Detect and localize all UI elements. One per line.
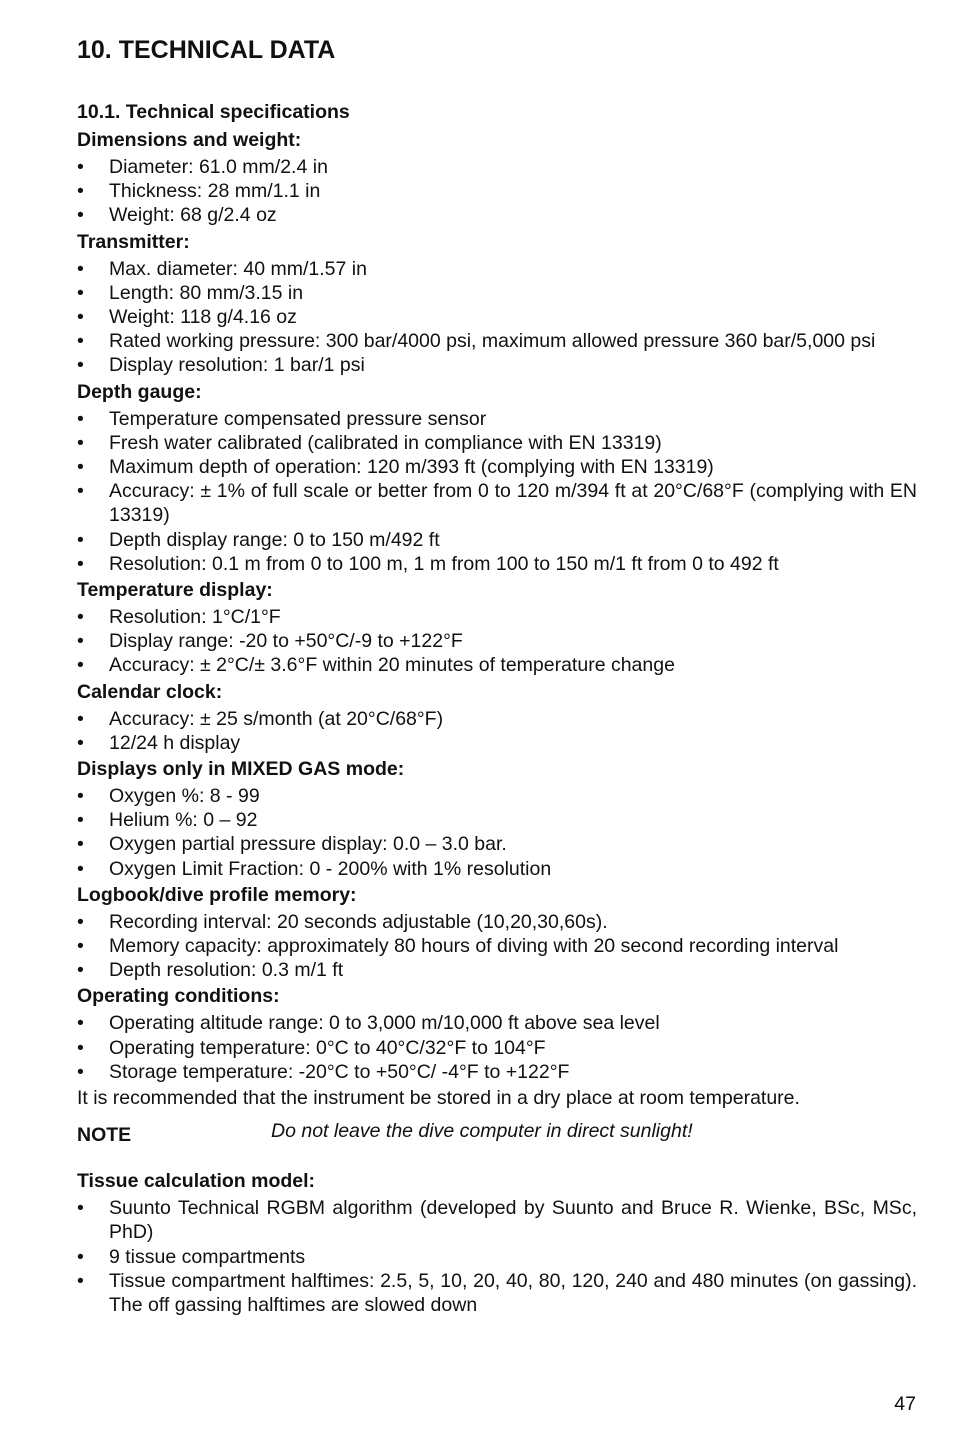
section-heading: Dimensions and weight: — [77, 129, 302, 151]
bullet-item: • Max. diameter: 40 mm/1.57 in — [77, 257, 917, 281]
spec-section — [77, 126, 917, 228]
bullet-item: • 9 tissue compartments — [77, 1245, 917, 1269]
bullet-item: • Accuracy: ± 25 s/month (at 20°C/68°F) — [77, 707, 917, 731]
page-number: 47 — [894, 1393, 916, 1415]
chapter-title: 10. TECHNICAL DATA — [77, 36, 336, 64]
bullet-item: • Accuracy: ± 2°C/± 3.6°F within 20 minutes of temperature change — [77, 653, 917, 677]
spec-section — [77, 881, 917, 983]
bullet-item: • Weight: 68 g/2.4 oz — [77, 203, 917, 227]
storage-recommendation: It is recommended that the instrument be stored in a dry place at room temperature. — [77, 1087, 800, 1110]
document-page — [77, 34, 917, 1317]
bullet-list — [77, 155, 917, 228]
spec-section — [77, 982, 917, 1084]
note-text: Do not leave the dive computer in direct sunlight! — [271, 1120, 693, 1143]
bullet-item: • Rated working pressure: 300 bar/4000 psi, maximum allowed pressure 360 bar/5,000 psi — [77, 329, 917, 353]
spec-section — [77, 678, 917, 755]
section-title: 10.1. Technical specifications — [77, 101, 350, 123]
bullet-item: • Temperature compensated pressure sensor — [77, 407, 917, 431]
section-heading: Calendar clock: — [77, 680, 223, 703]
section-heading: Logbook/dive profile memory: — [77, 883, 357, 906]
spec-section — [77, 576, 917, 678]
bullet-list — [77, 910, 917, 983]
note-label: NOTE — [77, 1124, 132, 1147]
bullet-item: • Operating temperature: 0°C to 40°C/32°F to 104°F — [77, 1036, 917, 1060]
bullet-item: • Resolution: 1°C/1°F — [77, 605, 917, 629]
bullet-list — [77, 784, 917, 881]
bullet-item: • Maximum depth of operation: 120 m/393 ft (complying with EN 13319) — [77, 455, 917, 479]
bullet-list — [77, 605, 917, 678]
bullet-item: • Suunto Technical RGBM algorithm (developed by Suunto and Bruce R. Wienke, BSc, MSc, PhD) — [77, 1196, 917, 1244]
bullet-item: • Oxygen Limit Fraction: 0 - 200% with 1% resolution — [77, 857, 917, 881]
bullet-item: • Thickness: 28 mm/1.1 in — [77, 179, 917, 203]
bullet-item: • Operating altitude range: 0 to 3,000 m/10,000 ft above sea level — [77, 1011, 917, 1035]
bullet-item: • Diameter: 61.0 mm/2.4 in — [77, 155, 917, 179]
bullet-list — [77, 257, 917, 378]
bullet-item: • Helium %: 0 – 92 — [77, 808, 917, 832]
bullet-item: • Display range: -20 to +50°C/-9 to +122°F — [77, 629, 917, 653]
bullet-list — [77, 1196, 917, 1317]
bullet-item: • Memory capacity: approximately 80 hours of diving with 20 second recording interval — [77, 934, 917, 958]
spec-section — [77, 378, 917, 576]
section-heading: Operating conditions: — [77, 985, 280, 1008]
section-heading: Temperature display: — [77, 579, 273, 602]
bullet-list — [77, 407, 917, 576]
spec-sections — [77, 126, 917, 1084]
bullet-list — [77, 707, 917, 755]
spec-section — [77, 755, 917, 881]
bullet-list — [77, 1011, 917, 1084]
bullet-item: • Length: 80 mm/3.15 in — [77, 281, 917, 305]
section-heading: Displays only in MIXED GAS mode: — [77, 758, 405, 781]
section-heading: Transmitter: — [77, 230, 190, 253]
bullet-item: • Fresh water calibrated (calibrated in compliance with EN 13319) — [77, 431, 917, 455]
bullet-item: • Weight: 118 g/4.16 oz — [77, 305, 917, 329]
bullet-item: • Storage temperature: -20°C to +50°C/ -4°F to +122°F — [77, 1060, 917, 1084]
bullet-item: • Resolution: 0.1 m from 0 to 100 m, 1 m from 100 to 150 m/1 ft from 0 to 492 ft — [77, 552, 917, 576]
bullet-item: • Depth resolution: 0.3 m/1 ft — [77, 958, 917, 982]
tissue-section — [77, 1167, 917, 1317]
bullet-item: • Oxygen %: 8 - 99 — [77, 784, 917, 808]
bullet-item: • Oxygen partial pressure display: 0.0 – 3.0 bar. — [77, 832, 917, 856]
bullet-item: • Accuracy: ± 1% of full scale or better from 0 to 120 m/394 ft at 20°C/68°F (complying with EN 13319) — [77, 479, 917, 527]
section-heading: Depth gauge: — [77, 380, 202, 403]
section-heading: Tissue calculation model: — [77, 1170, 316, 1193]
bullet-item: • Tissue compartment halftimes: 2.5, 5, 10, 20, 40, 80, 120, 240 and 480 minutes (on gassing). The off gassing halftimes are slowed down — [77, 1269, 917, 1317]
spec-section — [77, 228, 917, 378]
bullet-item: • Depth display range: 0 to 150 m/492 ft — [77, 528, 917, 552]
note-box — [77, 1121, 917, 1149]
bullet-item: • Recording interval: 20 seconds adjustable (10,20,30,60s). — [77, 910, 917, 934]
bullet-item: • Display resolution: 1 bar/1 psi — [77, 353, 917, 377]
bullet-item: • 12/24 h display — [77, 731, 917, 755]
